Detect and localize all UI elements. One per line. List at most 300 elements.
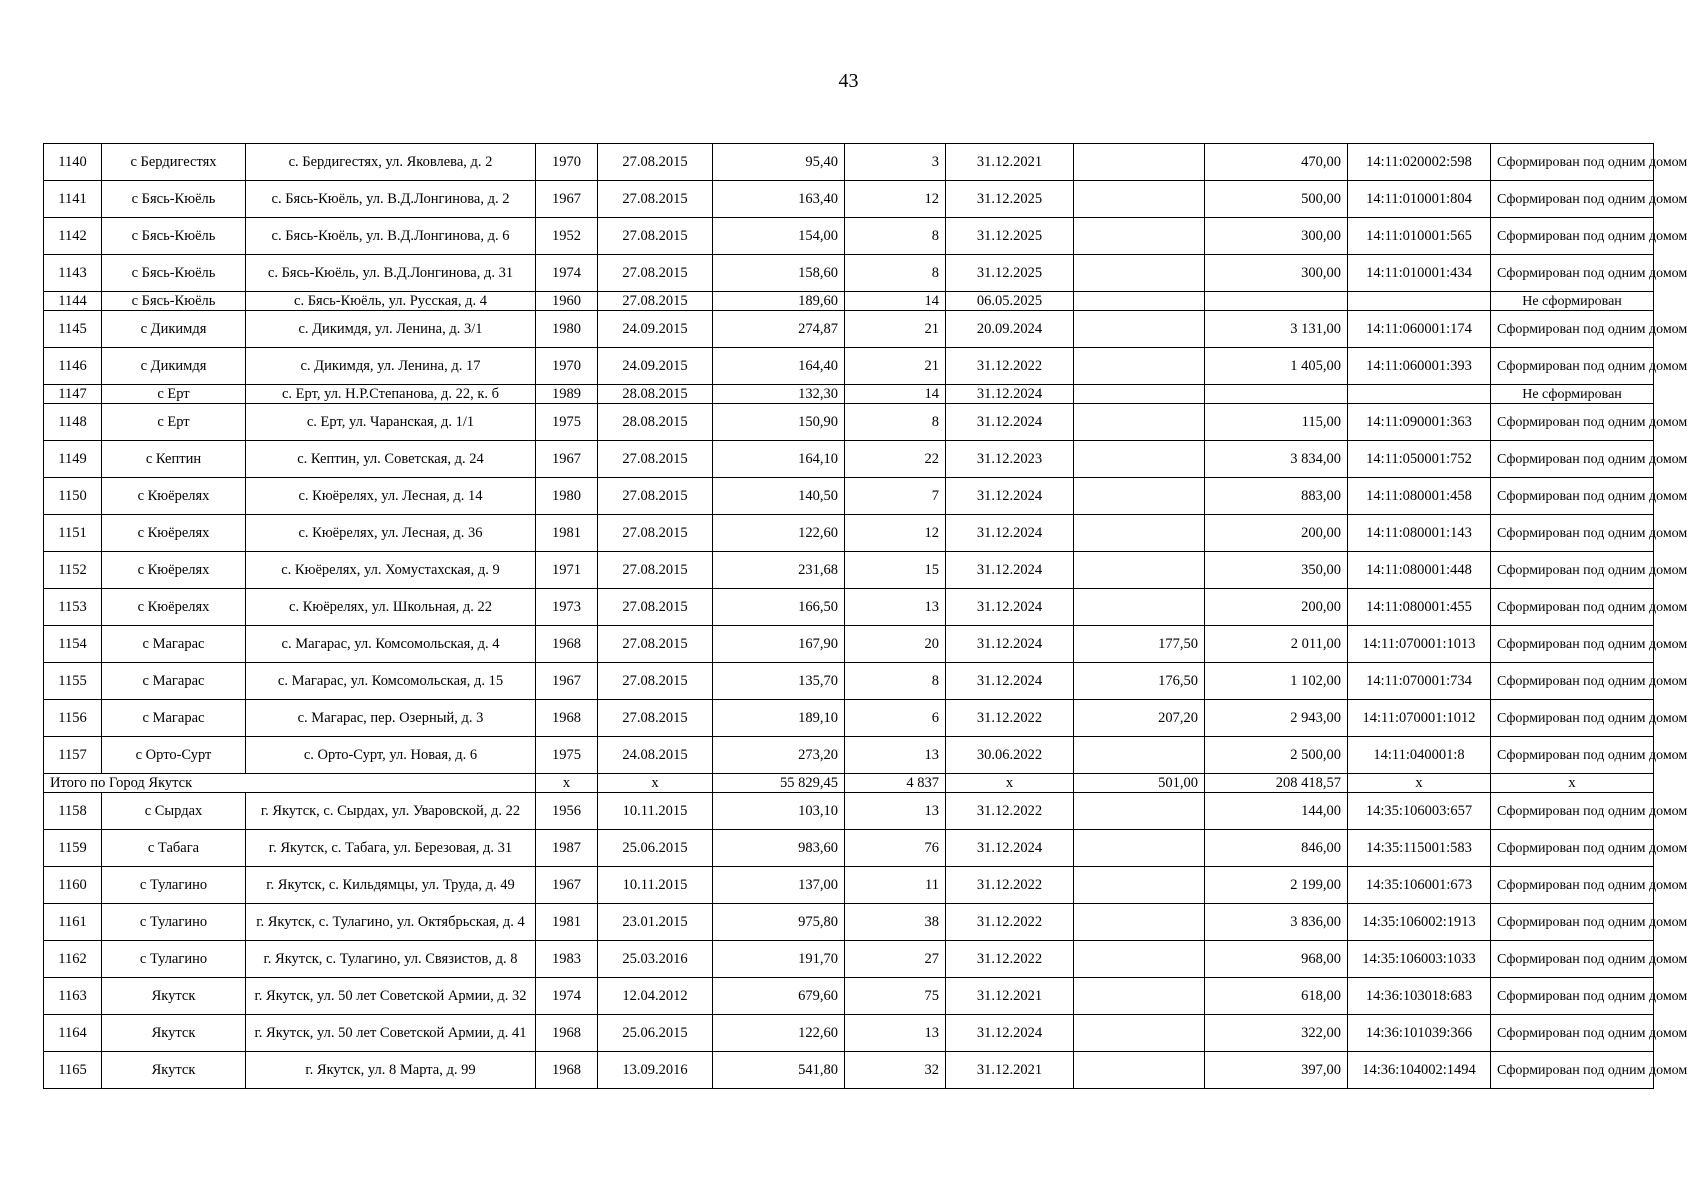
plot-area-cell: 2 943,00 (1205, 700, 1348, 737)
plot-area-cell: 3 131,00 (1205, 311, 1348, 348)
plot-area-cell: 846,00 (1205, 830, 1348, 867)
area-cell: 189,10 (713, 700, 845, 737)
area-cell: 95,40 (713, 144, 845, 181)
area-cell: 166,50 (713, 589, 845, 626)
address-cell: с. Бясь-Кюёль, ул. Русская, д. 4 (246, 292, 536, 311)
cadastral-number-cell: 14:11:060001:174 (1348, 311, 1491, 348)
plot-area-cell: 3 834,00 (1205, 441, 1348, 478)
residents-cell: 7 (845, 478, 946, 515)
recognition-date-cell: 27.08.2015 (598, 700, 713, 737)
row-number: 1154 (44, 626, 102, 663)
plot-area-cell: 200,00 (1205, 589, 1348, 626)
table-row (44, 793, 1654, 830)
recognition-date-cell: 28.08.2015 (598, 404, 713, 441)
settlement-cell: с Тулагино (102, 867, 246, 904)
land-area-cell (1074, 589, 1205, 626)
residents-cell: 22 (845, 441, 946, 478)
land-status-cell: Сформирован под одним домом (1491, 552, 1654, 589)
resettlement-deadline-cell: 31.12.2024 (946, 552, 1074, 589)
area-cell: 975,80 (713, 904, 845, 941)
land-area-cell (1074, 255, 1205, 292)
plot-area-cell: 2 500,00 (1205, 737, 1348, 774)
total-cadastral-cell: x (1348, 774, 1491, 793)
address-cell: с. Кюёрелях, ул. Хомустахская, д. 9 (246, 552, 536, 589)
land-area-cell (1074, 218, 1205, 255)
table-row (44, 737, 1654, 774)
build-year-cell: 1974 (536, 978, 598, 1015)
settlement-cell: с Кюёрелях (102, 515, 246, 552)
settlement-cell: с Бясь-Кюёль (102, 292, 246, 311)
build-year-cell: 1968 (536, 1052, 598, 1089)
resettlement-deadline-cell: 31.12.2022 (946, 867, 1074, 904)
land-area-cell (1074, 181, 1205, 218)
land-area-cell (1074, 311, 1205, 348)
land-area-cell (1074, 144, 1205, 181)
address-cell: с. Бясь-Кюёль, ул. В.Д.Лонгинова, д. 2 (246, 181, 536, 218)
total-year-cell: x (536, 774, 598, 793)
cadastral-number-cell: 14:11:070001:1013 (1348, 626, 1491, 663)
land-status-cell: Сформирован под одним домом (1491, 311, 1654, 348)
build-year-cell: 1967 (536, 441, 598, 478)
residents-cell: 32 (845, 1052, 946, 1089)
land-status-cell: Сформирован под одним домом (1491, 978, 1654, 1015)
row-number: 1158 (44, 793, 102, 830)
table-row (44, 292, 1654, 311)
row-number: 1155 (44, 663, 102, 700)
recognition-date-cell: 12.04.2012 (598, 978, 713, 1015)
settlement-cell: с Бердигестях (102, 144, 246, 181)
plot-area-cell: 300,00 (1205, 218, 1348, 255)
table-body (44, 144, 1688, 1089)
settlement-cell: с Ерт (102, 404, 246, 441)
land-area-cell (1074, 867, 1205, 904)
recognition-date-cell: 27.08.2015 (598, 552, 713, 589)
area-cell: 122,60 (713, 515, 845, 552)
plot-area-cell: 350,00 (1205, 552, 1348, 589)
plot-area-cell: 1 102,00 (1205, 663, 1348, 700)
land-area-cell (1074, 292, 1205, 311)
recognition-date-cell: 27.08.2015 (598, 626, 713, 663)
table-row (44, 1015, 1654, 1052)
row-number: 1151 (44, 515, 102, 552)
table-row (44, 218, 1654, 255)
settlement-cell: с Кептин (102, 441, 246, 478)
recognition-date-cell: 23.01.2015 (598, 904, 713, 941)
build-year-cell: 1967 (536, 663, 598, 700)
total-plot-area-cell: 208 418,57 (1205, 774, 1348, 793)
row-number: 1141 (44, 181, 102, 218)
row-number: 1156 (44, 700, 102, 737)
table-row (44, 348, 1654, 385)
residents-cell: 13 (845, 1015, 946, 1052)
table-row (44, 589, 1654, 626)
address-cell: г. Якутск, ул. 50 лет Советской Армии, д. 41 (246, 1015, 536, 1052)
area-cell: 273,20 (713, 737, 845, 774)
build-year-cell: 1983 (536, 941, 598, 978)
land-area-cell (1074, 404, 1205, 441)
cadastral-number-cell: 14:36:104002:1494 (1348, 1052, 1491, 1089)
residents-cell: 27 (845, 941, 946, 978)
area-cell: 103,10 (713, 793, 845, 830)
resettlement-deadline-cell: 31.12.2022 (946, 348, 1074, 385)
recognition-date-cell: 25.06.2015 (598, 1015, 713, 1052)
land-area-cell (1074, 904, 1205, 941)
build-year-cell: 1968 (536, 626, 598, 663)
area-cell: 163,40 (713, 181, 845, 218)
build-year-cell: 1981 (536, 515, 598, 552)
table-row (44, 478, 1654, 515)
table-row (44, 441, 1654, 478)
settlement-cell: с Табага (102, 830, 246, 867)
plot-area-cell: 470,00 (1205, 144, 1348, 181)
residents-cell: 21 (845, 348, 946, 385)
plot-area-cell: 397,00 (1205, 1052, 1348, 1089)
row-number: 1140 (44, 144, 102, 181)
total-date-cell: x (598, 774, 713, 793)
row-number: 1165 (44, 1052, 102, 1089)
plot-area-cell: 883,00 (1205, 478, 1348, 515)
total-residents-cell: 4 837 (845, 774, 946, 793)
area-cell: 164,40 (713, 348, 845, 385)
land-status-cell: Сформирован под одним домом (1491, 700, 1654, 737)
plot-area-cell (1205, 292, 1348, 311)
row-number: 1143 (44, 255, 102, 292)
land-area-cell (1074, 1015, 1205, 1052)
recognition-date-cell: 24.09.2015 (598, 311, 713, 348)
settlement-cell: с Бясь-Кюёль (102, 255, 246, 292)
cadastral-number-cell: 14:11:010001:804 (1348, 181, 1491, 218)
residents-cell: 21 (845, 311, 946, 348)
residents-cell: 8 (845, 218, 946, 255)
cadastral-number-cell: 14:35:106001:673 (1348, 867, 1491, 904)
area-cell: 231,68 (713, 552, 845, 589)
residents-cell: 13 (845, 589, 946, 626)
settlement-cell: с Тулагино (102, 941, 246, 978)
cadastral-number-cell: 14:35:106002:1913 (1348, 904, 1491, 941)
table-row (44, 978, 1654, 1015)
land-status-cell: Сформирован под одним домом (1491, 830, 1654, 867)
plot-area-cell: 3 836,00 (1205, 904, 1348, 941)
land-status-cell: Сформирован под одним домом (1491, 478, 1654, 515)
resettlement-deadline-cell: 31.12.2024 (946, 385, 1074, 404)
land-status-cell: Сформирован под одним домом (1491, 348, 1654, 385)
residents-cell: 8 (845, 404, 946, 441)
address-cell: с. Магарас, ул. Комсомольская, д. 4 (246, 626, 536, 663)
resettlement-deadline-cell: 31.12.2025 (946, 255, 1074, 292)
residents-cell: 15 (845, 552, 946, 589)
resettlement-deadline-cell: 31.12.2023 (946, 441, 1074, 478)
land-area-cell (1074, 552, 1205, 589)
table-row (44, 941, 1654, 978)
area-cell: 167,90 (713, 626, 845, 663)
table-row (44, 181, 1654, 218)
plot-area-cell: 1 405,00 (1205, 348, 1348, 385)
cadastral-number-cell: 14:11:080001:458 (1348, 478, 1491, 515)
cadastral-number-cell: 14:36:101039:366 (1348, 1015, 1491, 1052)
page-number: 43 (838, 70, 859, 92)
area-cell: 158,60 (713, 255, 845, 292)
land-area-cell: 177,50 (1074, 626, 1205, 663)
table-row (44, 626, 1654, 663)
settlement-cell: с Бясь-Кюёль (102, 181, 246, 218)
resettlement-deadline-cell: 31.12.2024 (946, 626, 1074, 663)
address-cell: с. Орто-Сурт, ул. Новая, д. 6 (246, 737, 536, 774)
address-cell: г. Якутск, с. Тулагино, ул. Связистов, д. 8 (246, 941, 536, 978)
plot-area-cell: 300,00 (1205, 255, 1348, 292)
build-year-cell: 1981 (536, 904, 598, 941)
land-status-cell: Сформирован под одним домом (1491, 793, 1654, 830)
plot-area-cell: 618,00 (1205, 978, 1348, 1015)
row-number: 1150 (44, 478, 102, 515)
recognition-date-cell: 27.08.2015 (598, 441, 713, 478)
cadastral-number-cell: 14:35:106003:1033 (1348, 941, 1491, 978)
land-status-cell: Сформирован под одним домом (1491, 181, 1654, 218)
total-deadline-cell: x (946, 774, 1074, 793)
recognition-date-cell: 13.09.2016 (598, 1052, 713, 1089)
settlement-cell: Якутск (102, 978, 246, 1015)
build-year-cell: 1980 (536, 311, 598, 348)
address-cell: с. Кюёрелях, ул. Лесная, д. 36 (246, 515, 536, 552)
residents-cell: 38 (845, 904, 946, 941)
address-cell: г. Якутск, ул. 8 Марта, д. 99 (246, 1052, 536, 1089)
settlement-cell: с Ерт (102, 385, 246, 404)
row-number: 1162 (44, 941, 102, 978)
address-cell: с. Бясь-Кюёль, ул. В.Д.Лонгинова, д. 6 (246, 218, 536, 255)
plot-area-cell: 322,00 (1205, 1015, 1348, 1052)
build-year-cell: 1967 (536, 867, 598, 904)
build-year-cell: 1970 (536, 348, 598, 385)
table-row (44, 830, 1654, 867)
area-cell: 983,60 (713, 830, 845, 867)
recognition-date-cell: 10.11.2015 (598, 867, 713, 904)
residents-cell: 6 (845, 700, 946, 737)
plot-area-cell: 144,00 (1205, 793, 1348, 830)
address-cell: с. Кюёрелях, ул. Школьная, д. 22 (246, 589, 536, 626)
settlement-cell: Якутск (102, 1015, 246, 1052)
cadastral-number-cell: 14:11:080001:143 (1348, 515, 1491, 552)
land-area-cell (1074, 348, 1205, 385)
residents-cell: 13 (845, 793, 946, 830)
row-number: 1152 (44, 552, 102, 589)
build-year-cell: 1960 (536, 292, 598, 311)
row-number: 1148 (44, 404, 102, 441)
residents-cell: 8 (845, 663, 946, 700)
plot-area-cell: 968,00 (1205, 941, 1348, 978)
recognition-date-cell: 27.08.2015 (598, 478, 713, 515)
settlement-cell: с Дикимдя (102, 311, 246, 348)
table-row (44, 404, 1654, 441)
row-number: 1149 (44, 441, 102, 478)
land-status-cell: Сформирован под одним домом (1491, 941, 1654, 978)
address-cell: с. Бердигестях, ул. Яковлева, д. 2 (246, 144, 536, 181)
land-status-cell: Сформирован под одним домом (1491, 1052, 1654, 1089)
build-year-cell: 1967 (536, 181, 598, 218)
land-status-cell: Сформирован под одним домом (1491, 904, 1654, 941)
area-cell: 150,90 (713, 404, 845, 441)
resettlement-deadline-cell: 31.12.2021 (946, 978, 1074, 1015)
address-cell: г. Якутск, с. Табага, ул. Березовая, д. 31 (246, 830, 536, 867)
land-status-cell: Сформирован под одним домом (1491, 404, 1654, 441)
recognition-date-cell: 27.08.2015 (598, 181, 713, 218)
recognition-date-cell: 27.08.2015 (598, 255, 713, 292)
resettlement-deadline-cell: 31.12.2024 (946, 589, 1074, 626)
land-status-cell: Сформирован под одним домом (1491, 867, 1654, 904)
land-area-cell: 176,50 (1074, 663, 1205, 700)
table-row (44, 255, 1654, 292)
table-row (44, 385, 1654, 404)
build-year-cell: 1952 (536, 218, 598, 255)
area-cell: 154,00 (713, 218, 845, 255)
residents-cell: 3 (845, 144, 946, 181)
land-area-cell (1074, 385, 1205, 404)
total-land-area-cell: 501,00 (1074, 774, 1205, 793)
land-status-cell: Не сформирован (1491, 385, 1654, 404)
build-year-cell: 1956 (536, 793, 598, 830)
plot-area-cell: 2 011,00 (1205, 626, 1348, 663)
land-status-cell: Сформирован под одним домом (1491, 441, 1654, 478)
build-year-cell: 1968 (536, 1015, 598, 1052)
resettlement-deadline-cell: 31.12.2024 (946, 830, 1074, 867)
plot-area-cell: 500,00 (1205, 181, 1348, 218)
area-cell: 164,10 (713, 441, 845, 478)
residents-cell: 14 (845, 292, 946, 311)
residents-cell: 13 (845, 737, 946, 774)
residents-cell: 75 (845, 978, 946, 1015)
settlement-cell: с Кюёрелях (102, 552, 246, 589)
table-row (44, 144, 1654, 181)
total-status-cell: x (1491, 774, 1654, 793)
area-cell: 189,60 (713, 292, 845, 311)
total-label-cell: Итого по Город Якутск (44, 774, 536, 793)
row-number: 1142 (44, 218, 102, 255)
land-area-cell (1074, 941, 1205, 978)
area-cell: 679,60 (713, 978, 845, 1015)
row-number: 1146 (44, 348, 102, 385)
land-area-cell (1074, 515, 1205, 552)
recognition-date-cell: 27.08.2015 (598, 218, 713, 255)
address-cell: г. Якутск, ул. 50 лет Советской Армии, д. 32 (246, 978, 536, 1015)
land-status-cell: Сформирован под одним домом (1491, 1015, 1654, 1052)
residents-cell: 20 (845, 626, 946, 663)
recognition-date-cell: 24.08.2015 (598, 737, 713, 774)
address-cell: с. Магарас, пер. Озерный, д. 3 (246, 700, 536, 737)
land-area-cell (1074, 441, 1205, 478)
build-year-cell: 1970 (536, 144, 598, 181)
resettlement-deadline-cell: 30.06.2022 (946, 737, 1074, 774)
residents-cell: 76 (845, 830, 946, 867)
row-number: 1163 (44, 978, 102, 1015)
table-row (44, 515, 1654, 552)
land-status-cell: Сформирован под одним домом (1491, 626, 1654, 663)
row-number: 1161 (44, 904, 102, 941)
table-row (44, 311, 1654, 348)
table-row (44, 663, 1654, 700)
plot-area-cell: 200,00 (1205, 515, 1348, 552)
build-year-cell: 1980 (536, 478, 598, 515)
recognition-date-cell: 25.03.2016 (598, 941, 713, 978)
total-row (44, 774, 1654, 793)
land-area-cell (1074, 737, 1205, 774)
resettlement-deadline-cell: 31.12.2022 (946, 904, 1074, 941)
build-year-cell: 1974 (536, 255, 598, 292)
address-cell: с. Дикимдя, ул. Ленина, д. 3/1 (246, 311, 536, 348)
resettlement-deadline-cell: 31.12.2024 (946, 1015, 1074, 1052)
plot-area-cell: 2 199,00 (1205, 867, 1348, 904)
cadastral-number-cell: 14:11:090001:363 (1348, 404, 1491, 441)
cadastral-number-cell: 14:11:070001:1012 (1348, 700, 1491, 737)
resettlement-deadline-cell: 31.12.2024 (946, 515, 1074, 552)
address-cell: г. Якутск, с. Тулагино, ул. Октябрьская, д. 4 (246, 904, 536, 941)
settlement-cell: с Магарас (102, 626, 246, 663)
settlement-cell: с Кюёрелях (102, 589, 246, 626)
resettlement-deadline-cell: 31.12.2021 (946, 144, 1074, 181)
land-status-cell: Сформирован под одним домом (1491, 515, 1654, 552)
resettlement-deadline-cell: 31.12.2021 (946, 1052, 1074, 1089)
cadastral-number-cell: 14:11:010001:565 (1348, 218, 1491, 255)
settlement-cell: с Кюёрелях (102, 478, 246, 515)
settlement-cell: Якутск (102, 1052, 246, 1089)
address-cell: с. Кюёрелях, ул. Лесная, д. 14 (246, 478, 536, 515)
cadastral-number-cell: 14:11:060001:393 (1348, 348, 1491, 385)
land-area-cell: 207,20 (1074, 700, 1205, 737)
cadastral-number-cell (1348, 292, 1491, 311)
build-year-cell: 1989 (536, 385, 598, 404)
land-status-cell: Сформирован под одним домом (1491, 255, 1654, 292)
resettlement-deadline-cell: 20.09.2024 (946, 311, 1074, 348)
build-year-cell: 1987 (536, 830, 598, 867)
table-row (44, 904, 1654, 941)
resettlement-deadline-cell: 31.12.2022 (946, 700, 1074, 737)
area-cell: 541,80 (713, 1052, 845, 1089)
recognition-date-cell: 27.08.2015 (598, 589, 713, 626)
build-year-cell: 1973 (536, 589, 598, 626)
residents-cell: 8 (845, 255, 946, 292)
row-number: 1160 (44, 867, 102, 904)
settlement-cell: с Бясь-Кюёль (102, 218, 246, 255)
residents-cell: 12 (845, 181, 946, 218)
settlement-cell: с Магарас (102, 700, 246, 737)
housing-registry-table (43, 143, 1688, 1089)
area-cell: 132,30 (713, 385, 845, 404)
recognition-date-cell: 28.08.2015 (598, 385, 713, 404)
land-area-cell (1074, 1052, 1205, 1089)
plot-area-cell: 115,00 (1205, 404, 1348, 441)
land-area-cell (1074, 830, 1205, 867)
cadastral-number-cell: 14:11:020002:598 (1348, 144, 1491, 181)
cadastral-number-cell: 14:11:050001:752 (1348, 441, 1491, 478)
land-status-cell: Не сформирован (1491, 292, 1654, 311)
land-status-cell: Сформирован под одним домом (1491, 589, 1654, 626)
row-number: 1145 (44, 311, 102, 348)
settlement-cell: с Магарас (102, 663, 246, 700)
cadastral-number-cell: 14:11:080001:455 (1348, 589, 1491, 626)
resettlement-deadline-cell: 31.12.2022 (946, 793, 1074, 830)
address-cell: г. Якутск, с. Сырдах, ул. Уваровской, д. 22 (246, 793, 536, 830)
resettlement-deadline-cell: 31.12.2022 (946, 941, 1074, 978)
land-status-cell: Сформирован под одним домом (1491, 144, 1654, 181)
recognition-date-cell: 27.08.2015 (598, 144, 713, 181)
plot-area-cell (1205, 385, 1348, 404)
recognition-date-cell: 25.06.2015 (598, 830, 713, 867)
build-year-cell: 1968 (536, 700, 598, 737)
resettlement-deadline-cell: 06.05.2025 (946, 292, 1074, 311)
table-row (44, 552, 1654, 589)
table-row (44, 1052, 1654, 1089)
address-cell: с. Магарас, ул. Комсомольская, д. 15 (246, 663, 536, 700)
build-year-cell: 1975 (536, 404, 598, 441)
area-cell: 274,87 (713, 311, 845, 348)
cadastral-number-cell: 14:11:040001:8 (1348, 737, 1491, 774)
